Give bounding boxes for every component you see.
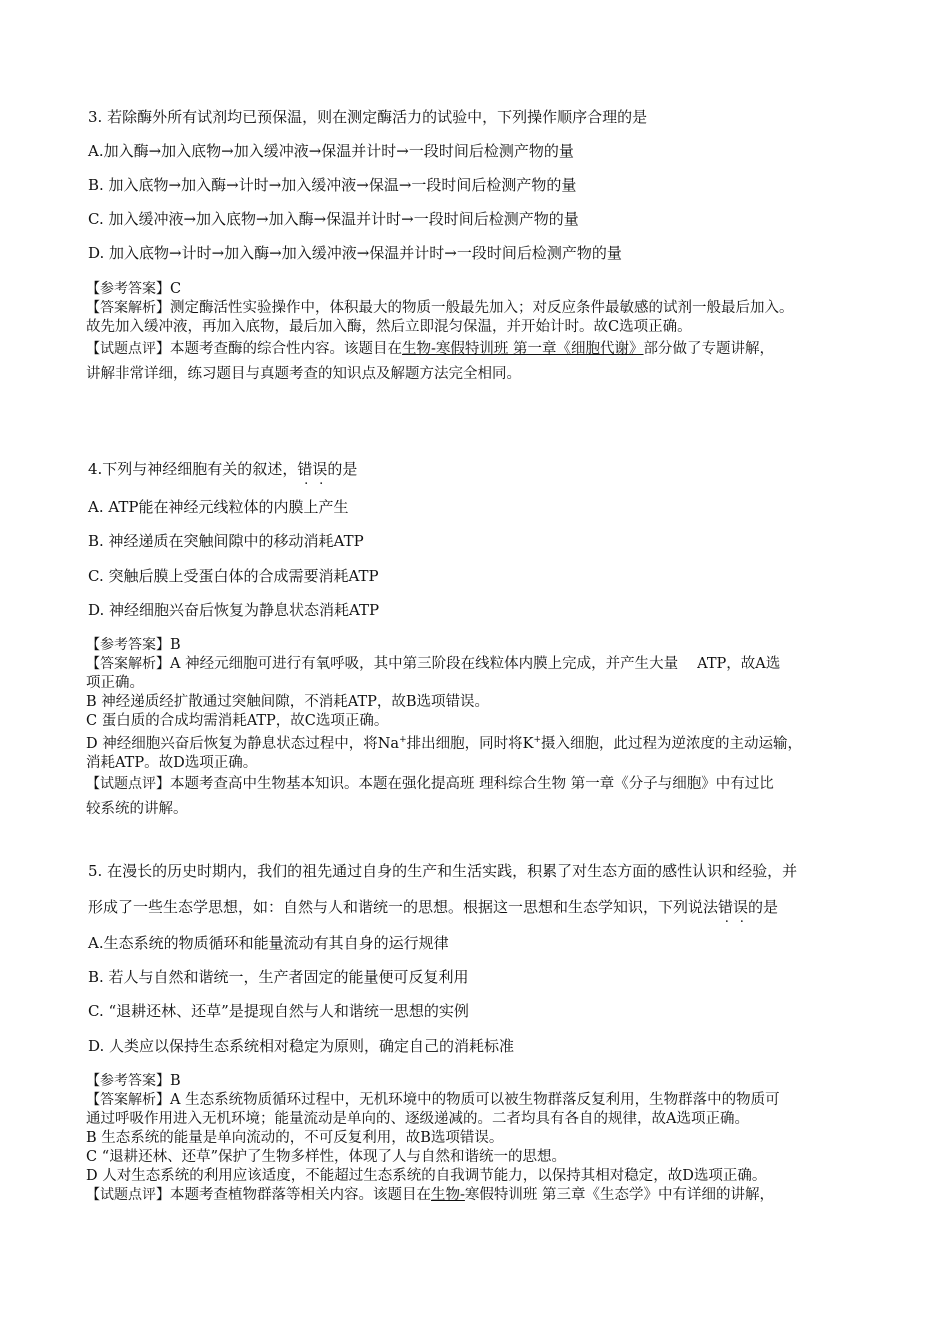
answer-value: B [170, 1073, 181, 1089]
answer-label: 【参考答案】 [86, 637, 170, 653]
q3-analysis-line-2: 故先加入缓冲液，再加入底物，最后加入酶，然后立即混匀保温，并开始计时。故C选项正确。 [86, 319, 692, 335]
analysis-label: 【答案解析】 [86, 300, 170, 316]
q4-option-d: D. 神经细胞兴奋后恢复为静息状态消耗ATP [88, 601, 380, 619]
q4-option-c: C. 突触后膜上受蛋白体的合成需要消耗ATP [88, 567, 379, 585]
q3-comment [86, 340, 876, 359]
answer-value: B [170, 637, 181, 653]
q3-option-b: B. 加入底物→加入酶→计时→加入缓冲液→保温→一段时间后检测产物的量 [88, 176, 577, 194]
emphasis-char: 误 [733, 898, 749, 916]
analysis-text: 排出细胞，同时将K [406, 735, 534, 752]
q4-stem [88, 458, 888, 480]
q5-analysis-line-1 [86, 1091, 876, 1110]
q3-explanation [86, 280, 876, 384]
q5-option-d: D. 人类应以保持生态系统相对稳定为原则，确定自己的消耗标准 [88, 1037, 515, 1055]
q5-option-a: A.生态系统的物质循环和能量流动有其自身的运行规律 [88, 934, 449, 952]
q5-analysis-line-5: D 人对生态系统的利用应该适度，不能超过生态系统的自我调节能力，以保持其相对稳定，故D选项正确。 [86, 1168, 767, 1184]
q3-answer [86, 280, 876, 299]
comment-text: 本题考查植物群落等相关内容。该题目在 [170, 1187, 431, 1203]
superscript: + [533, 735, 542, 745]
stem-text: 的是 [327, 460, 358, 478]
q4-analysis-line-5 [86, 731, 876, 754]
q5-comment [86, 1186, 876, 1205]
q5-answer [86, 1072, 876, 1091]
q5-stem-line-2 [88, 896, 888, 918]
superscript: + [399, 735, 407, 745]
q4-option-a: A. ATP能在神经元线粒体的内膜上产生 [88, 498, 349, 516]
analysis-label: 【答案解析】 [86, 1092, 170, 1108]
q5-option-b: B. 若人与自然和谐统一，生产者固定的能量便可反复利用 [88, 968, 469, 986]
q3-analysis-line-1 [86, 299, 876, 318]
emphasis-char: 误 [312, 460, 328, 478]
q3-option-c: C. 加入缓冲液→加入底物→加入酶→保温并计时→一段时间后检测产物的量 [88, 210, 579, 228]
q4-comment-line-2: 较系统的讲解。 [86, 800, 188, 817]
q4-analysis-line-6: 消耗ATP。故D选项正确。 [86, 754, 258, 771]
q4-option-b: B. 神经递质在突触间隙中的移动消耗ATP [88, 532, 364, 550]
q4-analysis-line-4: C 蛋白质的合成均需消耗ATP，故C选项正确。 [86, 713, 389, 729]
stem-text: 4.下列与神经细胞有关的叙述， [88, 460, 298, 478]
course-link[interactable]: 生物-寒假特训班 第一章《细胞代谢》 [402, 341, 644, 357]
q4-analysis-line-1 [86, 655, 876, 674]
answer-label: 【参考答案】 [86, 281, 170, 297]
q3-option-a: A.加入酶→加入底物→加入缓冲液→保温并计时→一段时间后检测产物的量 [88, 142, 574, 160]
q3-stem: 3. 若除酶外所有试剂均已预保温，则在测定酶活力的试验中，下列操作顺序合理的是 [88, 108, 648, 126]
comment-label: 【试题点评】 [86, 1187, 170, 1203]
q5-analysis-line-3: B 生态系统的能量是单向流动的，不可反复利用，故B选项错误。 [86, 1130, 504, 1146]
analysis-label: 【答案解析】 [86, 656, 170, 672]
comment-text: 部分做了专题讲解， [643, 341, 775, 357]
comment-text: 本题考查高中生物基本知识。本题在强化提高班 理科综合生物 第一章《分子与细胞》中有过比 [170, 775, 774, 792]
q4-analysis-line-3: B 神经递质经扩散通过突触间隙，不消耗ATP，故B选项错误。 [86, 694, 490, 710]
emphasis-char: 错 [297, 460, 313, 478]
q5-stem-line-1: 5. 在漫长的历史时期内，我们的祖先通过自身的生产和生活实践，积累了对生态方面的感性认识和经验，并 [88, 862, 798, 880]
analysis-text: D 神经细胞兴奋后恢复为静息状态过程中，将Na [86, 735, 400, 752]
q3-option-d: D. 加入底物→计时→加入酶→加入缓冲液→保温并计时→一段时间后检测产物的量 [88, 244, 622, 262]
emphasis-char: 错 [718, 898, 734, 916]
answer-value: C [170, 281, 182, 297]
stem-text: 形成了一些生态学思想，如：自然与人和谐统一的思想。根据这一思想和生态学知识，下列说法 [88, 898, 719, 916]
comment-label: 【试题点评】 [86, 775, 170, 792]
q5-explanation [86, 1072, 876, 1205]
answer-label: 【参考答案】 [86, 1073, 170, 1089]
q4-comment [86, 775, 876, 794]
q3-comment-line-2: 讲解非常详细，练习题目与真题考查的知识点及解题方法完全相同。 [86, 366, 521, 382]
stem-text: 的是 [748, 898, 779, 916]
q4-answer [86, 636, 876, 655]
q5-analysis-line-4: C “退耕还林、还草”保护了生物多样性，体现了人与自然和谐统一的思想。 [86, 1149, 567, 1165]
comment-label: 【试题点评】 [86, 341, 170, 357]
q4-explanation [86, 636, 876, 819]
analysis-text: A 神经元细胞可进行有氧呼吸，其中第三阶段在线粒体内膜上完成，并产生大量 ATP，故A选 [170, 656, 781, 672]
q4-analysis-line-2: 项正确。 [86, 675, 144, 691]
analysis-text: 测定酶活性实验操作中，体积最大的物质一般最先加入；对反应条件最敏感的试剂一般最后加入。 [170, 300, 794, 316]
q5-option-c: C. “退耕还林、还草”是提现自然与人和谐统一思想的实例 [88, 1002, 469, 1020]
comment-text: 本题考查酶的综合性内容。该题目在 [170, 341, 402, 357]
q5-analysis-line-2: 通过呼吸作用进入无机环境；能量流动是单向的、逐级递减的。二者均具有各自的规律，故A选项正确。 [86, 1111, 749, 1127]
course-link[interactable]: 生物- [431, 1187, 465, 1203]
analysis-text: A 生态系统物质循环过程中，无机环境中的物质可以被生物群落反复利用，生物群落中的物质可 [170, 1092, 780, 1108]
comment-text: 寒假特训班 第三章《生态学》中有详细的讲解， [464, 1187, 775, 1203]
analysis-text: 摄入细胞，此过程为逆浓度的主动运输， [541, 735, 803, 752]
